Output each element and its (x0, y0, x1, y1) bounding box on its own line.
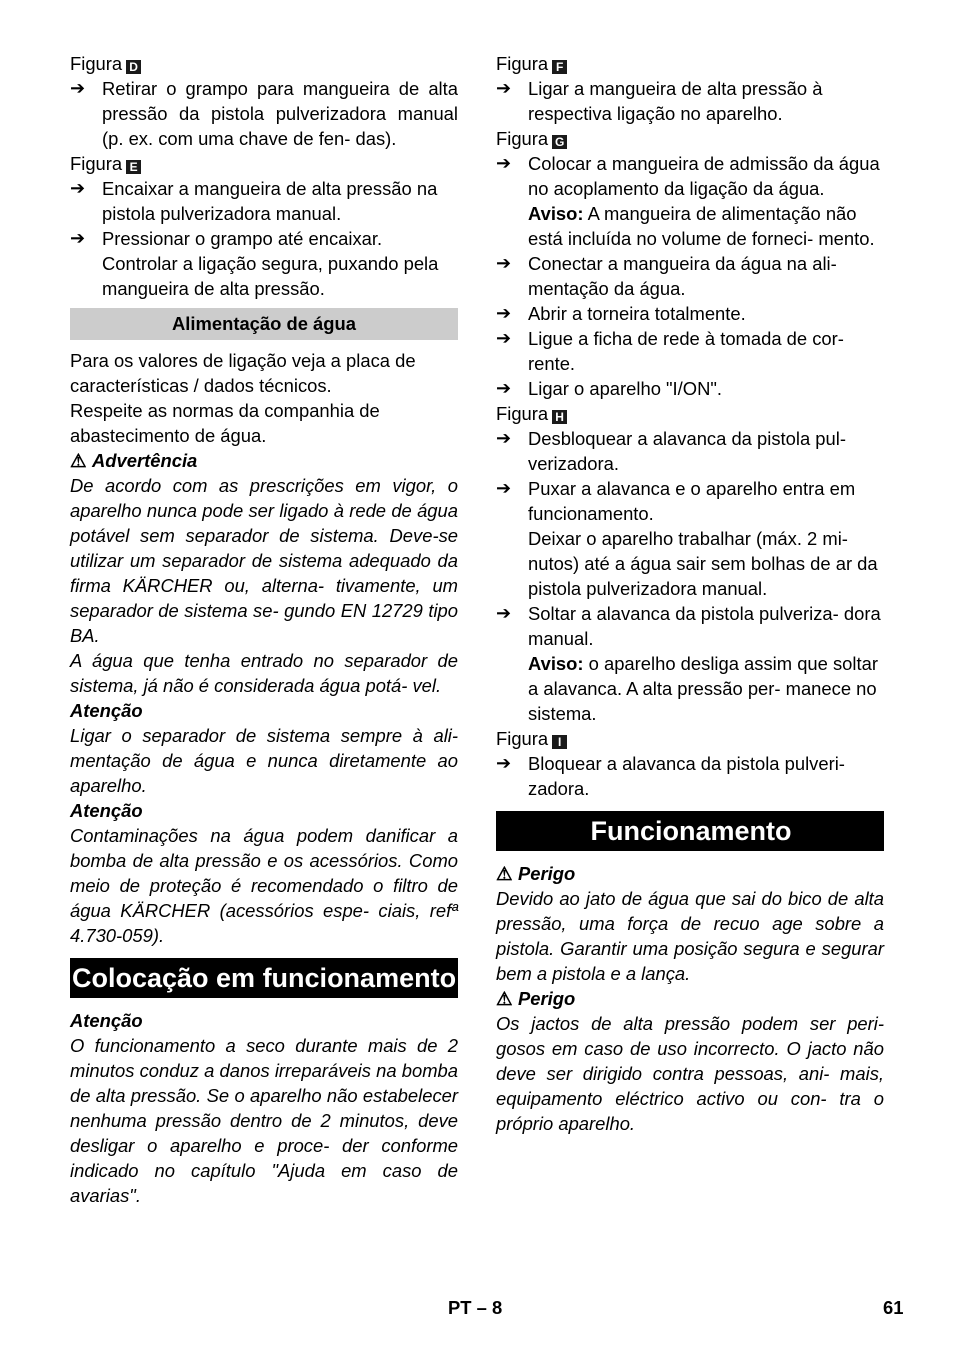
figure-letter-d: D (126, 60, 141, 74)
arrow-right-icon: ➔ (496, 428, 512, 448)
section-heading-water: Alimentação de água (70, 308, 458, 340)
step-item: ➔ Abrir a torneira totalmente. (496, 303, 746, 324)
arrow-right-icon: ➔ (496, 378, 512, 398)
figure-ref-h: Figura H (496, 401, 884, 426)
attention-text: O funcionamento a seco durante mais de 2 minutos conduz a danos irreparáveis na bomba de alta pressão. Se o aparelho não estabelecer nenhuma pressão dentro de 2 minutos, deve desligar o aparelho e proce- der conforme indicado no capítulo "Ajuda em caso de avarias". (70, 1035, 458, 1206)
figure-letter-f: F (552, 60, 567, 74)
arrow-right-icon: ➔ (496, 78, 512, 98)
step-item: ➔ Bloquear a alavanca da pistola pulveri- zadora. (496, 753, 845, 799)
step-item: ➔ Ligar o aparelho "I/ON". (496, 378, 722, 399)
danger-text: Os jactos de alta pressão podem ser peri- gosos em caso de uso incorrecto. O jacto não deve ser dirigido contra pessoas, ani- mais, equipamento eléctrico activo ou con- tra o próprio aparelho. (496, 1013, 884, 1134)
warning-icon: ⚠ (70, 450, 87, 471)
step-item: ➔ Conectar a mangueira da água na ali- mentação da água. (496, 253, 837, 299)
step-item: ➔ Soltar a alavanca da pistola pulveriza- dora manual. Aviso: o aparelho desliga assim que soltar a alavanca. A alta pressão per- manece no sistema. (496, 603, 881, 724)
step-item: ➔ Ligue a ficha de rede à tomada de cor- rente. (496, 328, 844, 374)
arrow-right-icon: ➔ (496, 328, 512, 348)
page-number: 61 (883, 1297, 904, 1318)
chapter-heading-start: Colocação em funcionamento (70, 958, 458, 998)
step-item: ➔ Retirar o grampo para mangueira de alta pressão da pistola pulverizadora manual (p. ex. com uma chave de fen- das). (70, 78, 458, 149)
figure-letter-e: E (126, 160, 141, 174)
attention-title: Atenção (70, 700, 143, 721)
arrow-right-icon: ➔ (70, 78, 86, 98)
warning-title: ⚠ Advertência (70, 450, 198, 471)
arrow-right-icon: ➔ (70, 228, 86, 248)
warning-text: A água que tenha entrado no separador de sistema, já não é considerada água potá- vel. (70, 650, 458, 696)
figure-ref-g: Figura G (496, 126, 884, 151)
figure-ref-f: Figura F (496, 51, 884, 76)
figure-ref-e: Figura E (70, 151, 458, 176)
warning-icon: ⚠ (496, 988, 513, 1009)
arrow-right-icon: ➔ (496, 253, 512, 273)
warning-text: De acordo com as prescrições em vigor, o aparelho nunca pode ser ligado à rede de água potável sem separador de sistema. Deve-se utilizar um separador de sistema adequado da firma KÄRCHER ou, alterna- tivamente, um separador de sistema se- gundo EN 12729 tipo BA. (70, 475, 458, 646)
step-item: ➔ Pressionar o grampo até encaixar. Controlar a ligação segura, puxando pela mangueira de alta pressão. (70, 228, 439, 299)
attention-text: Contaminações na água podem danificar a bomba de alta pressão e os acessórios. Como meio de proteção é recomendado o filtro de água KÄRCHER (acessórios espe- ciais, refª 4.730-059). (70, 825, 458, 946)
step-item: ➔ Ligar a mangueira de alta pressão à respectiva ligação no aparelho. (496, 78, 823, 124)
step-item: ➔ Desbloquear a alavanca da pistola pul- verizadora. (496, 428, 846, 474)
step-item: ➔ Puxar a alavanca e o aparelho entra em funcionamento. Deixar o aparelho trabalhar (máx. 2 mi- nutos) até a água sair sem bolhas de ar da pistola pulverizadora manual. (496, 478, 878, 599)
arrow-right-icon: ➔ (496, 153, 512, 173)
paragraph: Respeite as normas da companhia de abastecimento de água. (70, 400, 380, 446)
footer-section-label: PT – 8 (448, 1297, 503, 1318)
step-item: ➔ Colocar a mangueira de admissão da água no acoplamento da ligação da água. Aviso: A mangueira de alimentação não está incluída no volume de forneci- mento. (496, 153, 880, 249)
right-column (496, 51, 884, 1136)
danger-title: ⚠ Perigo (496, 988, 576, 1009)
arrow-right-icon: ➔ (70, 178, 86, 198)
step-item: ➔ Encaixar a mangueira de alta pressão na pistola pulverizadora manual. (70, 178, 438, 224)
arrow-right-icon: ➔ (496, 478, 512, 498)
attention-title: Atenção (70, 1010, 143, 1031)
figure-letter-h: H (552, 410, 567, 424)
figure-letter-i: I (552, 735, 567, 749)
warning-icon: ⚠ (496, 863, 513, 884)
danger-title: ⚠ Perigo (496, 863, 576, 884)
chapter-heading-operation: Funcionamento (496, 811, 884, 851)
paragraph: Para os valores de ligação veja a placa de características / dados técnicos. (70, 350, 416, 396)
figure-ref-d: Figura D (70, 51, 458, 76)
figure-letter-g: G (552, 135, 567, 149)
attention-title: Atenção (70, 800, 143, 821)
attention-text: Ligar o separador de sistema sempre à ali- mentação de água e nunca diretamente ao aparelho. (70, 725, 458, 796)
arrow-right-icon: ➔ (496, 753, 512, 773)
figure-ref-i: Figura I (496, 726, 884, 751)
arrow-right-icon: ➔ (496, 303, 512, 323)
danger-text: Devido ao jato de água que sai do bico de alta pressão, uma força de recuo age sobre a pistola. Garantir uma posição segura e segurar bem a pistola e a lança. (496, 888, 884, 984)
left-column (70, 51, 458, 1208)
arrow-right-icon: ➔ (496, 603, 512, 623)
